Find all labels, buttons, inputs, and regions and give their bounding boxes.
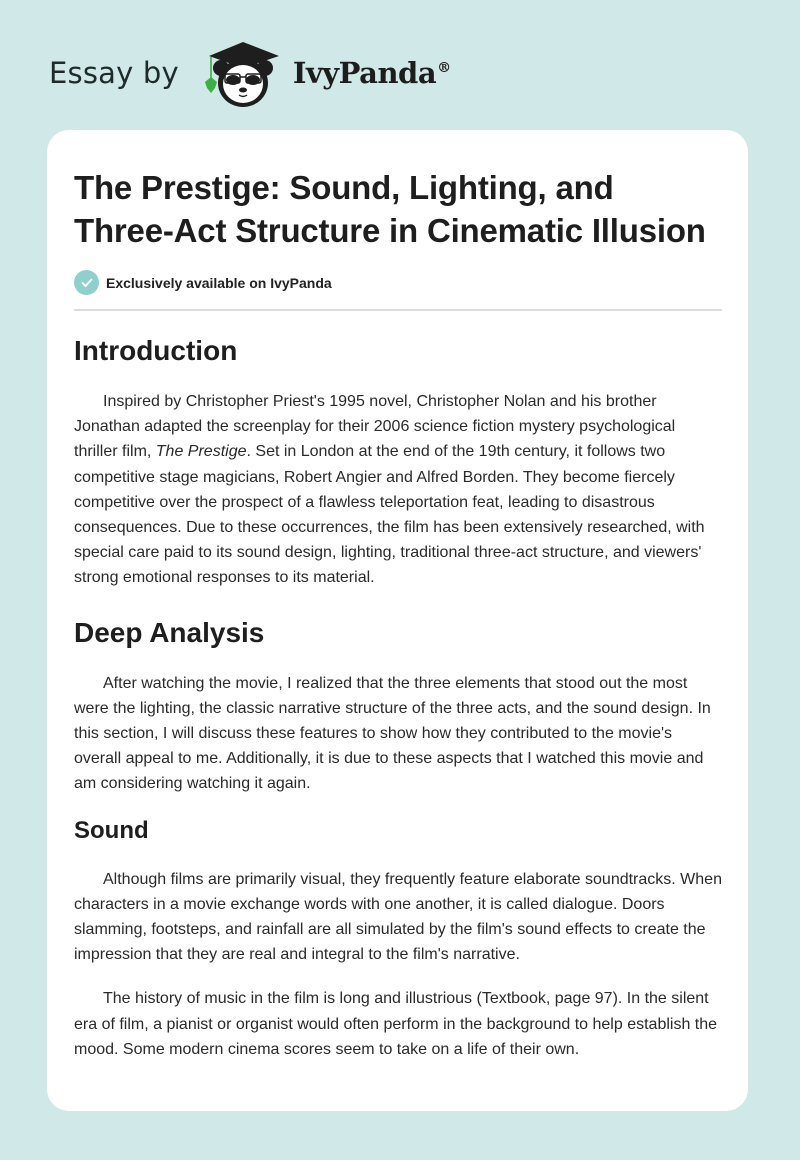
film-title-italic: The Prestige xyxy=(155,443,247,461)
exclusive-badge xyxy=(74,270,722,295)
paragraph: After watching the movie, I realized that the three elements that stood out the most were the lighting, the classic narrative structure of the three acts, and the sound design. In this section, I will discuss these features to show how they contributed to the movie's overall appeal to me. Additionally, it is due to these aspects that I watched this movie and am considering watching it again. xyxy=(74,674,711,793)
essay-by-label: Essay by xyxy=(49,56,179,90)
section-heading: Deep Analysis xyxy=(74,616,265,648)
paragraph: The history of music in the film is long and illustrious (Textbook, page 97). In the silent era of film, a pianist or organist would often perform in the background to help establish the mood. Some modern cinema scores seem to take on a life of their own. xyxy=(74,990,718,1058)
section-heading: Introduction xyxy=(74,335,238,366)
paragraph-text: Inspired by Christopher Priest's 1995 novel, Christopher Nolan and his brother Jonathan adapted the screenplay for their 2006 science fiction mystery psychological thriller film, xyxy=(74,393,676,461)
trademark-symbol: ® xyxy=(437,60,451,77)
paragraph-text: . Set in London at the end of the 19th century, it follows two competitive stage magicians, Robert Angier and Alfred Borden. They become fiercely competitive over the prospect of a flawless teleportation feat, leading to disastrous consequences. Due to these occurrences, the film has been extensively researched, with special care paid to its sound design, lighting, traditional three-act structure, and viewers' strong emotional responses to its material. xyxy=(74,443,705,587)
paragraph xyxy=(74,389,722,591)
brand-name[interactable] xyxy=(293,56,451,90)
essay-card xyxy=(47,130,748,1111)
exclusive-label: Exclusively available on IvyPanda xyxy=(106,274,332,291)
section-introduction xyxy=(74,333,722,591)
paragraph: Although films are primarily visual, they frequently feature elaborate soundtracks. When characters in a movie exchange words with one another, it is called dialogue. Doors slamming, footsteps, and rainfall are all simulated by the film's sound effects to create the impression that they are real and integral to the film's narrative. xyxy=(74,870,722,964)
brand-text: IvyPanda xyxy=(292,56,437,90)
section-sound xyxy=(74,815,722,1062)
essay-title: The Prestige: Sound, Lighting, and Three-Act Structure in Cinematic Illusion xyxy=(74,169,706,249)
subsection-heading: Sound xyxy=(74,816,149,844)
site-header xyxy=(49,36,451,110)
section-deep-analysis xyxy=(74,615,722,797)
panda-logo-icon[interactable] xyxy=(197,36,287,110)
check-circle-icon xyxy=(74,270,99,295)
title-divider xyxy=(74,309,722,311)
